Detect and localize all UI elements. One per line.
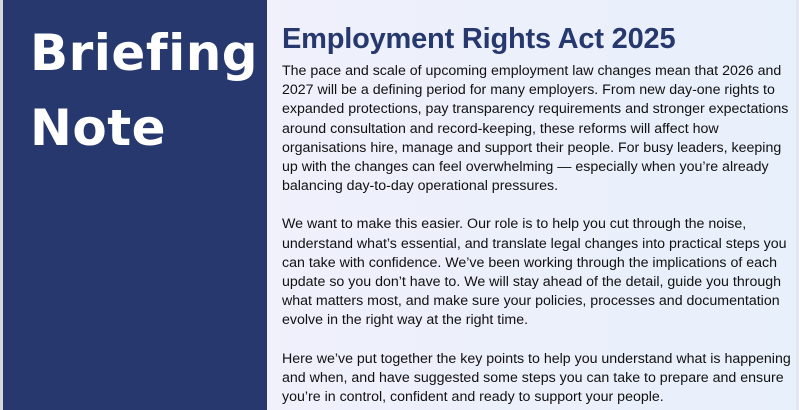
main-content <box>282 0 792 410</box>
paragraph-intro: The pace and scale of upcoming employment law changes mean that 2026 and 2027 will be a defining period for many employers. From new day-one rights to expanded protections, pay transparency requirements and stronger expectations around consultation and record-keeping, these reforms will affect how organisations hire, manage and support their people. For busy leaders, keeping up with the changes can feel overwhelming — especially when you’re already balancing day-to-day operational pressures. <box>282 63 789 195</box>
paragraph-our-role: We want to make this easier. Our role is to help you cut through the noise, understand what’s essential, and translate legal changes into practical steps you can take with confidence. We’ve been working through the implications of each update so you don’t have to. We will stay ahead of the detail, guide you through what matters most, and make sure your policies, processes and documentation evolve in the right way at the right time. <box>282 216 787 329</box>
sidebar-panel <box>3 0 267 410</box>
page-title: Employment Rights Act 2025 <box>282 23 676 55</box>
paragraph-key-points: Here we’ve put together the key points to help you understand what is happening and when, and have suggested some steps you can take to prepare and ensure you’re in control, confident and ready to support your people. <box>282 350 791 406</box>
sidebar-title: Briefing Note <box>30 24 259 157</box>
